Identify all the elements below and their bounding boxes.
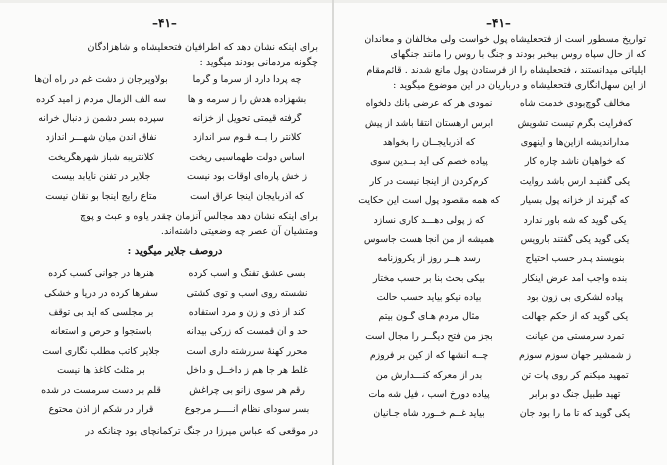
verse-second-hemistich: پیاده خصم کی آید بــدین سوی [370,156,488,168]
verse-couplet [356,365,648,384]
verse-second-hemistich: بر مثلث کاغذ ها نیست [57,365,145,377]
verse-couplet [356,288,648,307]
verse-second-hemistich: بیاید غــم خــورد شاه جـانیان [373,408,485,420]
left-intro-line: برای اینکه نشان دهد که اطرافیان فتحعلیشاه و شاهزادگان [87,42,318,53]
verse-second-hemistich: ابرس ارهستان انتقا باشد از پیش [364,117,494,129]
verse-second-hemistich: که آذربایجــان را بخواهد [382,136,476,148]
verse-first-hemistich: یکی گوید یکی گفتند بارویس [520,233,630,245]
verse-couplet [28,361,320,380]
verse-couplet [28,342,320,361]
right-intro-line: از این سهل‌انگاری فتحعلیشاه و درباریان در این موضوع میگوید : [393,80,646,92]
verse-couplet [28,89,320,108]
verse-first-hemistich: اساس دولت طهماسبی ریخت [189,151,305,163]
verse-couplet [356,191,648,210]
left-page [0,0,333,465]
verse-first-hemistich: نشسته روی اسب و توی کشتی [186,287,308,299]
verse-couplet [28,400,320,419]
verse-second-hemistich: پیاده دورخ اسب ، فیل شه مات [368,389,490,401]
section-heading: دروصف جلایر میگوید : [127,246,223,257]
verse-first-hemistich: تمرد سرمستی من عیانت [525,330,625,342]
right-intro-line: ایلیاتی میدانستند ، فتحعلیشاه را از فرستادن پول مانع شدند . قائم‌مقام [366,64,646,76]
verse-couplet [28,380,320,399]
verse-couplet [28,70,320,89]
verse-first-hemistich: رقم هر سوی زانو بی چراغش [189,384,305,396]
verse-first-hemistich: تمهید میکنم کر روی پات تن [521,369,629,381]
right-page-number: –۴۱– [486,16,511,30]
verse-couplet [28,128,320,147]
verse-second-hemistich: نمودی هر که عرضی بانك دلخواه [365,98,493,110]
verse-second-hemistich: کلانتریبه شباز شهرهگریخت [48,151,154,163]
left-intro-line: چگونه مردمانی بودند میگوید : [199,57,318,69]
verse-first-hemistich: بشهزاده هدش را ز سرمه و ها [187,93,307,105]
verse-second-hemistich: رسد هــر روز از یکروزنامه [377,253,481,265]
verse-second-hemistich: همیشه از من آنجا هست جاسوس [363,233,495,245]
verse-first-hemistich: بنده واجب آمد عرض اینکار [522,272,628,284]
verse-first-hemistich: مخالف گوچ‌بودی خدمت شاه [519,98,631,110]
left-mid-paragraph [30,209,318,240]
verse-first-hemistich: که‌فرایت بگرم تیست تشویش [517,117,633,129]
verse-second-hemistich: کرم‌کردن از اینجا نیست در کار [369,175,489,187]
left-verses-block-2 [28,264,320,419]
right-verses-block [356,94,648,424]
verse-couplet [356,172,648,191]
right-intro-line: تواریخ مسطور است از فتحعلیشاه پول خواست ولی مخالفان و معاندان [364,34,646,45]
verse-first-hemistich: یکی گوید که از حکم جهالت [521,311,629,323]
verse-first-hemistich: غلط هر جا هم ز داخــل و داخل [186,365,308,377]
verse-first-hemistich: بنویسند پـدر حسب احتیاج [525,253,625,265]
verse-second-hemistich: که همه مقصود پول است این حکایت [358,195,500,207]
verse-couplet [356,133,648,152]
verse-second-hemistich: چــه آنشها که از کین بر فروزم [369,350,489,362]
verse-couplet [28,186,320,205]
verse-first-hemistich: ز شمشیر جهان سوزم سوزم [518,350,631,362]
left-page-number: –۴۱– [152,16,177,30]
verse-first-hemistich: که گیرند از خزانه پول بسیار [520,195,630,207]
verse-couplet [28,264,320,283]
verse-couplet [28,109,320,128]
verse-second-hemistich: قلم بر دست سرمست در شده [41,384,161,396]
verse-first-hemistich: ز خش پاره‌ای اوقات بود نیست [187,171,307,183]
right-page [334,0,667,465]
verse-first-hemistich: تهید طبیل جنگ دو برابر [529,389,621,401]
verse-second-hemistich: نفاق اندن میان شهـــر اندازد [45,132,157,144]
verse-couplet [28,283,320,302]
verse-second-hemistich: بولاویرجان ز دشت غم در راه آن‌ها [34,74,168,86]
verse-couplet [28,148,320,167]
left-intro-paragraph [30,40,318,71]
verse-first-hemistich: گرفته قیمتی تحویل از خزانه [192,112,302,124]
right-intro-paragraph [356,32,646,94]
verse-second-hemistich: هنرها در جوانی کسب کرده [48,268,154,280]
verse-first-hemistich: که خواهیان ناشد چاره کار [524,156,626,168]
verse-first-hemistich: پیاده لشکری بی زون بود [526,292,624,304]
verse-second-hemistich: بدر از معرکه کنـــدارش من [375,369,483,381]
verse-second-hemistich: بر مجلسی که آید بی توقف [48,306,154,318]
verse-first-hemistich: چه پردا دارد از سرما و گرما [192,74,302,86]
left-closing-paragraph [30,424,318,439]
verse-second-hemistich: مثال مردم هـای گـون بیتم [378,311,480,323]
verse-couplet [356,327,648,346]
verse-second-hemistich: جلایر در تفنن نایابد بیست [51,171,151,183]
verse-second-hemistich: سفرها کرده در دریا و خشکی [44,287,158,299]
verse-first-hemistich: کند از ذی و زن و مرد استفاده [188,306,306,318]
verse-couplet [356,404,648,423]
verse-second-hemistich: بجز من فتح دیگــر را مجال است [365,330,493,342]
verse-first-hemistich: که آذربایجان اینجا عراق است [190,190,304,202]
verse-second-hemistich: باستجوا و حرص و استعانه [50,326,152,338]
verse-couplet [356,94,648,113]
verse-second-hemistich: که ز پولی دهـــد کاری نسازد [373,214,485,226]
verse-first-hemistich: بسر سودای نظام آنـــــر مرجوع [184,403,310,415]
right-intro-line: که از حال سپاه روس بیخبر بودند و جنگ با روس را مانند جنگهای [390,49,646,61]
verse-second-hemistich: سه الف الزمال مردم ز امید کرده [35,93,167,105]
verse-second-hemistich: جلایر کاتب مطلب نگاری است [42,345,160,357]
left-closing-line: در موقعی که عباس میرزا در جنگ ترکمانچای بود چنانکه در [85,426,318,437]
verse-first-hemistich: مداراندیشه ازاین‌ها و آینهوی [520,136,630,148]
verse-couplet [356,307,648,326]
left-mid-line: ومتشیان آن عصر چه وضعیتی داشته‌اند. [160,226,318,238]
verse-first-hemistich: یکی گوید که شه باور ندارد [523,214,627,226]
verse-couplet [356,113,648,132]
verse-first-hemistich: یکی گفتیـد ارس باشد روایت [519,175,631,187]
verse-couplet [356,346,648,365]
verse-couplet [356,230,648,249]
verse-first-hemistich: یکی گوید که تا ما را بود جان [519,408,631,420]
verse-first-hemistich: کلانتر را بــه قـوم سر اندازد [192,132,302,144]
verse-second-hemistich: بیاده نیکو بیاید حسب حالت [376,292,482,304]
verse-couplet [356,385,648,404]
left-mid-line: برای اینکه نشان دهد مجالس آنزمان چقدر یاوه و عبث و پوچ [80,211,318,222]
verse-second-hemistich: قرار در شکم از اذن محتوع [48,403,154,415]
verse-couplet [356,249,648,268]
verse-couplet [28,322,320,341]
left-verses-block-1 [28,70,320,206]
verse-first-hemistich: محرر کهنهٔ سررشته داری است [186,345,308,357]
verse-second-hemistich: متاع رایج اینجا بو نقان نیست [45,190,157,202]
verse-couplet [356,152,648,171]
verse-couplet [28,167,320,186]
verse-first-hemistich: حد و آن قمست که زرکی بیدانه [186,326,308,338]
verse-couplet [356,269,648,288]
verse-first-hemistich: بسی عشق تفنگ و اسب کرده [188,268,306,280]
verse-second-hemistich: سپرده بسر دشمن ز دنبال خرانه [38,112,164,124]
verse-couplet [356,210,648,229]
verse-second-hemistich: بیکی بحث بنا بر حسب مختار [373,272,485,284]
verse-couplet [28,303,320,322]
